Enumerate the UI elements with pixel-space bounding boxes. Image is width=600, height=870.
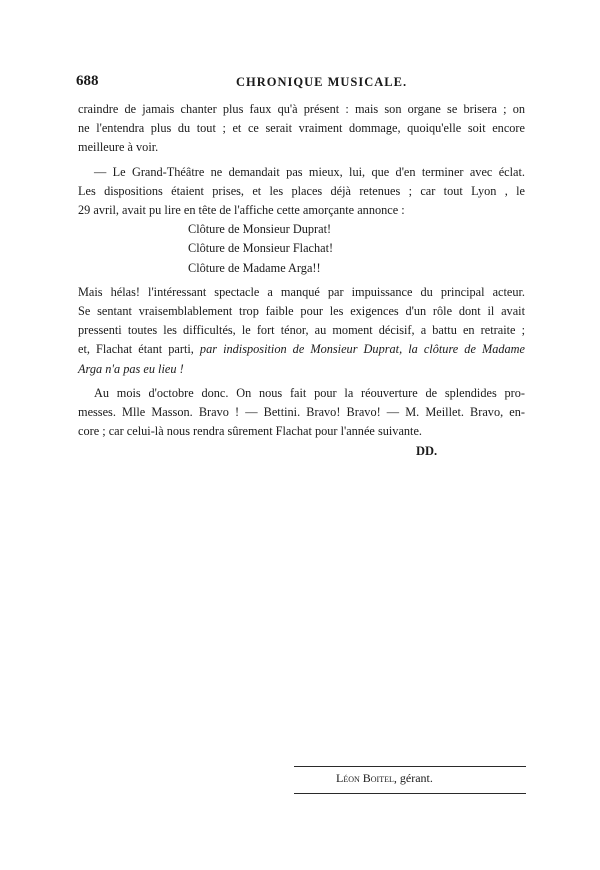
running-title: CHRONIQUE MUSICALE. [236,75,408,89]
article-body [78,100,525,446]
text-line: Les dispositions étaient prises, et les places déjà retenues ; car tout Lyon , le [78,183,525,198]
text-line: — Le Grand-Théâtre ne demandait pas mieux, lui, que d'en terminer avec éclat. [94,164,525,179]
text-line [78,340,525,359]
author-signature: DD. [416,444,438,458]
text-line: core ; car celui-là nous rendra sûrement Flachat pour l'année suivante. [78,424,422,439]
text-line: craindre de jamais chanter plus faux qu'à présent : mais son organe se brisera ; on [78,102,525,116]
poster-line: Clôture de Madame Arga!! [188,260,321,275]
page-number: 688 [76,73,99,89]
text-line: 29 avril, avait pu lire en tête de l'affiche cette amorçante annonce : [78,203,405,218]
page-header [76,73,526,93]
poster-line: Clôture de Monsieur Flachat! [188,241,334,256]
text-line: Au mois d'octobre donc. On nous fait pour la réouverture de splendides pro- [94,385,525,400]
imprint-line [336,771,433,786]
text-line: messes. Mlle Masson. Bravo ! — Bettini. Bravo! Bravo! — M. Meillet. Bravo, en- [78,405,525,420]
text-line: Arga n'a pas eu lieu ! [78,361,184,376]
italic-span: par indisposition de Monsieur Duprat, la clôture de Madame [199,342,525,357]
imprint-name: Léon Boitel [336,771,394,785]
text-line: ne l'entendra plus du tout ; et ce serait vraiment dommage, quoiqu'elle soit encore [78,121,525,136]
paragraph-4 [78,384,525,442]
paragraph-3 [78,283,525,379]
text-line: Se sentant vraisemblablement trop faible pour les exigences d'un rôle dont il avait [78,304,525,319]
text-line: Mais hélas! l'intéressant spectacle a manqué par impuissance du principal acteur. [78,284,525,299]
text-line: pressenti toutes les difficultés, le fort ténor, au moment décisif, a battu en retraite ; [78,323,525,338]
imprint-role: , gérant. [393,771,433,785]
paragraph-2 [78,163,525,278]
text-span: et, Flachat étant parti, [78,342,200,357]
text-line: meilleure à voir. [78,140,159,155]
poster-line: Clôture de Monsieur Duprat! [188,222,332,237]
footer-rule-bottom [294,793,526,794]
footer-rule-top [294,766,526,767]
paragraph-1 [78,100,525,158]
